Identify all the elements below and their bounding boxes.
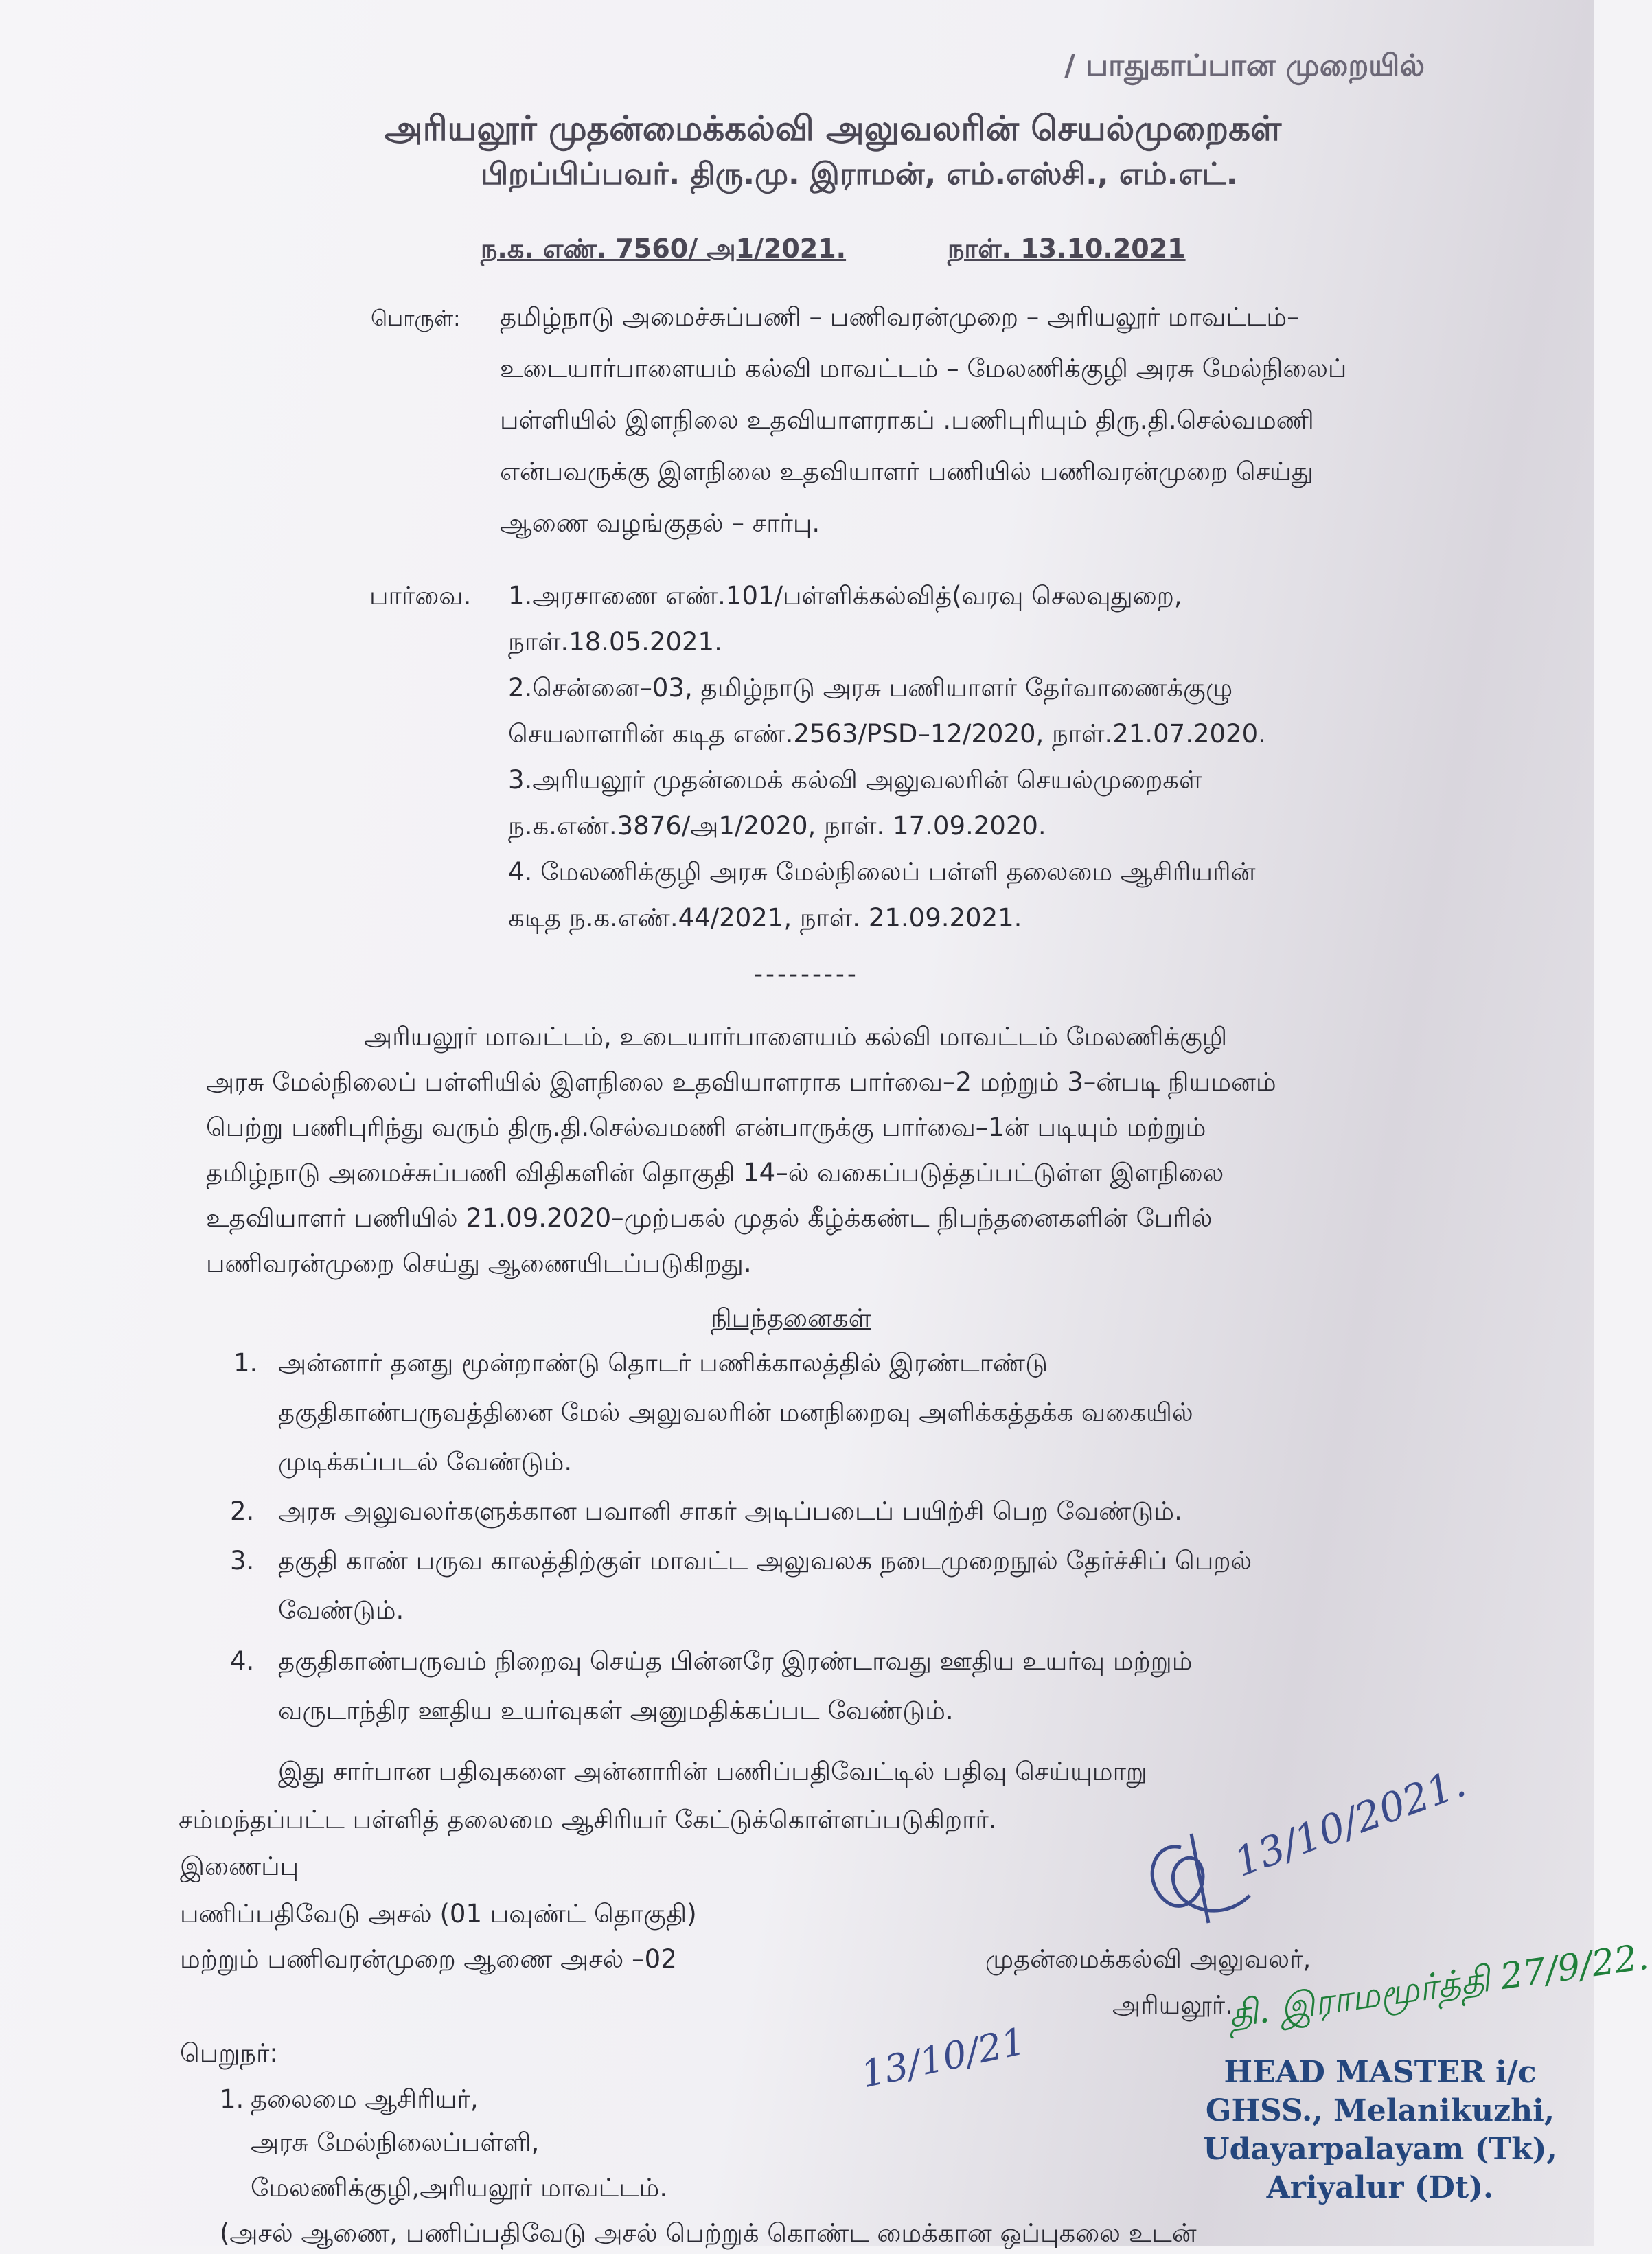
- officer-line: பிறப்பிப்பவர். திரு.மு. இராமன், எம்.எஸ்சி., எம்.எட்.: [481, 157, 1238, 192]
- condition-line: அரசு அலுவலர்களுக்கான பவானி சாகர் அடிப்படைப் பயிற்சி பெற வேண்டும்.: [278, 1496, 1182, 1526]
- reference-line: கடித ந.க.எண்.44/2021, நாள். 21.09.2021.: [508, 903, 1022, 933]
- subject-line: உடையார்பாளையம் கல்வி மாவட்டம் – மேலணிக்குழி அரசு மேல்நிலைப்: [500, 354, 1347, 383]
- closing-line: இது சார்பான பதிவுகளை அன்னாரின் பணிப்பதிவேட்டில் பதிவு செய்யுமாறு: [278, 1757, 1147, 1786]
- recipients-label: பெறுநர்:: [180, 2038, 278, 2068]
- subject-line: என்பவருக்கு இளநிலை உதவியாளர் பணியில் பணிவரன்முறை செய்து: [500, 457, 1313, 486]
- reference-line: செயலாளரின் கடித எண்.2563/PSD–12/2020, நாள்.21.07.2020.: [508, 719, 1266, 749]
- references-label: பார்வை.: [369, 581, 472, 611]
- closing-line: சம்மந்தப்பட்ட பள்ளித் தலைமை ஆசிரியர் கேட்டுக்கொள்ளப்படுகிறார்.: [179, 1805, 997, 1834]
- reference-line: 1.அரசாணை எண்.101/பள்ளிக்கல்வித்(வரவு செலவுதுறை,: [508, 581, 1182, 611]
- recipient-line: தலைமை ஆசிரியர்,: [251, 2084, 479, 2114]
- stamp-line: Ariyalur (Dt).: [1266, 2170, 1494, 2205]
- top-right-fragment: / பாதுகாப்பான முறையில்: [1064, 48, 1425, 83]
- enclosure-line: பணிப்பதிவேடு அசல் (01 பவுண்ட் தொகுதி): [180, 1899, 697, 1928]
- recipient-line: மேலணிக்குழி,அரியலூர் மாவட்டம்.: [251, 2173, 668, 2202]
- enclosure-label: இணைப்பு: [180, 1852, 299, 1881]
- subject-line: தமிழ்நாடு அமைச்சுப்பணி – பணிவரன்முறை – அரியலூர் மாவட்டம்–: [500, 302, 1300, 332]
- body-line: பெற்று பணிபுரிந்து வரும் திரு.தி.செல்வமணி என்பாருக்கு பார்வை–1ன் படியும் மற்றும்: [206, 1113, 1206, 1142]
- subject-label: பொருள்:: [371, 306, 461, 331]
- condition-number: 1.: [233, 1348, 258, 1378]
- received-date-mark: 13/10/21: [857, 2019, 1029, 2097]
- signatory-designation: முதன்மைக்கல்வி அலுவலர்,: [985, 1944, 1311, 1974]
- body-line: அரசு மேல்நிலைப் பள்ளியில் இளநிலை உதவியாளராக பார்வை–2 மற்றும் 3–ன்படி நியமனம்: [206, 1067, 1276, 1097]
- subject-line: பள்ளியில் இளநிலை உதவியாளராகப் .பணிபுரியும் திரு.தி.செல்வமணி: [500, 405, 1314, 435]
- reference-line: நாள்.18.05.2021.: [508, 627, 722, 657]
- condition-line: முடிக்கப்படல் வேண்டும்.: [278, 1447, 573, 1477]
- headmaster-stamp: [1202, 2053, 1559, 2207]
- ref-number: ந.க. எண். 7560/ அ1/2021.: [481, 234, 847, 264]
- condition-line: அன்னார் தனது மூன்றாண்டு தொடர் பணிக்காலத்தில் இரண்டாண்டு: [278, 1348, 1048, 1378]
- office-title: அரியலூர் முதன்மைக்கல்வி அலுவலரின் செயல்முறைகள்: [385, 109, 1282, 148]
- body-line: பணிவரன்முறை செய்து ஆணையிடப்படுகிறது.: [206, 1249, 752, 1278]
- reference-line: 4. மேலணிக்குழி அரசு மேல்நிலைப் பள்ளி தலைமை ஆசிரியரின்: [508, 857, 1256, 887]
- reference-line: ந.க.எண்.3876/அ1/2020, நாள். 17.09.2020.: [508, 811, 1046, 841]
- reference-line: 2.சென்னை–03, தமிழ்நாடு அரசு பணியாளர் தேர்வாணைக்குழு: [508, 673, 1233, 703]
- headmaster-signature: தி. இராமமூர்த்தி 27/9/22.: [1226, 1936, 1651, 2036]
- condition-number: 2.: [230, 1496, 255, 1526]
- condition-line: வருடாந்திர ஊதிய உயர்வுகள் அனுமதிக்கப்பட வேண்டும்.: [278, 1696, 954, 1725]
- recipient-number: 1.: [220, 2084, 244, 2114]
- condition-line: தகுதிகாண்பருவத்தினை மேல் அலுவலரின் மனநிறைவு அளிக்கத்தக்க வகையில்: [278, 1398, 1193, 1427]
- condition-line: தகுதிகாண்பருவம் நிறைவு செய்த பின்னரே இரண்டாவது ஊதிய உயர்வு மற்றும்: [278, 1646, 1193, 1676]
- signatory-place: அரியலூர்.: [1112, 1990, 1233, 2020]
- signature-date: 13/10/2021.: [1228, 1759, 1472, 1886]
- condition-line: தகுதி காண் பருவ காலத்திற்குள் மாவட்ட அலுவலக நடைமுறைநூல் தேர்ச்சிப் பெறல்: [278, 1546, 1252, 1575]
- reference-line: 3.அரியலூர் முதன்மைக் கல்வி அலுவலரின் செயல்முறைகள்: [508, 765, 1202, 795]
- stamp-line: HEAD MASTER i/c: [1224, 2055, 1537, 2090]
- references-separator: ---------: [754, 960, 859, 988]
- conditions-heading: நிபந்தனைகள்: [711, 1304, 871, 1333]
- stamp-line: Udayarpalayam (Tk),: [1203, 2132, 1557, 2167]
- subject-line: ஆணை வழங்குதல் – சார்பு.: [500, 508, 821, 538]
- condition-number: 3.: [230, 1546, 255, 1575]
- stamp-line: GHSS., Melanikuzhi,: [1205, 2093, 1555, 2128]
- recipient-bottom-line: (அசல் ஆணை, பணிப்பதிவேடு அசல் பெற்றுக் கொண்ட மைக்கான ஒப்புகலை உடன்: [220, 2218, 1197, 2248]
- body-line: அரியலூர் மாவட்டம், உடையார்பாளையம் கல்வி மாவட்டம் மேலணிக்குழி: [364, 1022, 1228, 1051]
- body-line: தமிழ்நாடு அமைச்சுப்பணி விதிகளின் தொகுதி 14–ல் வகைப்படுத்தப்பட்டுள்ள இளநிலை: [206, 1158, 1224, 1187]
- recipient-line: அரசு மேல்நிலைப்பள்ளி,: [251, 2128, 540, 2157]
- condition-line: வேண்டும்.: [278, 1595, 404, 1625]
- body-line: உதவியாளர் பணியில் 21.09.2020–முற்பகல் முதல் கீழ்க்கண்ட நிபந்தனைகளின் பேரில்: [206, 1203, 1213, 1233]
- ref-date: நாள். 13.10.2021: [948, 234, 1186, 264]
- enclosure-line: மற்றும் பணிவரன்முறை ஆணை அசல் –02: [180, 1944, 677, 1974]
- condition-number: 4.: [230, 1646, 255, 1676]
